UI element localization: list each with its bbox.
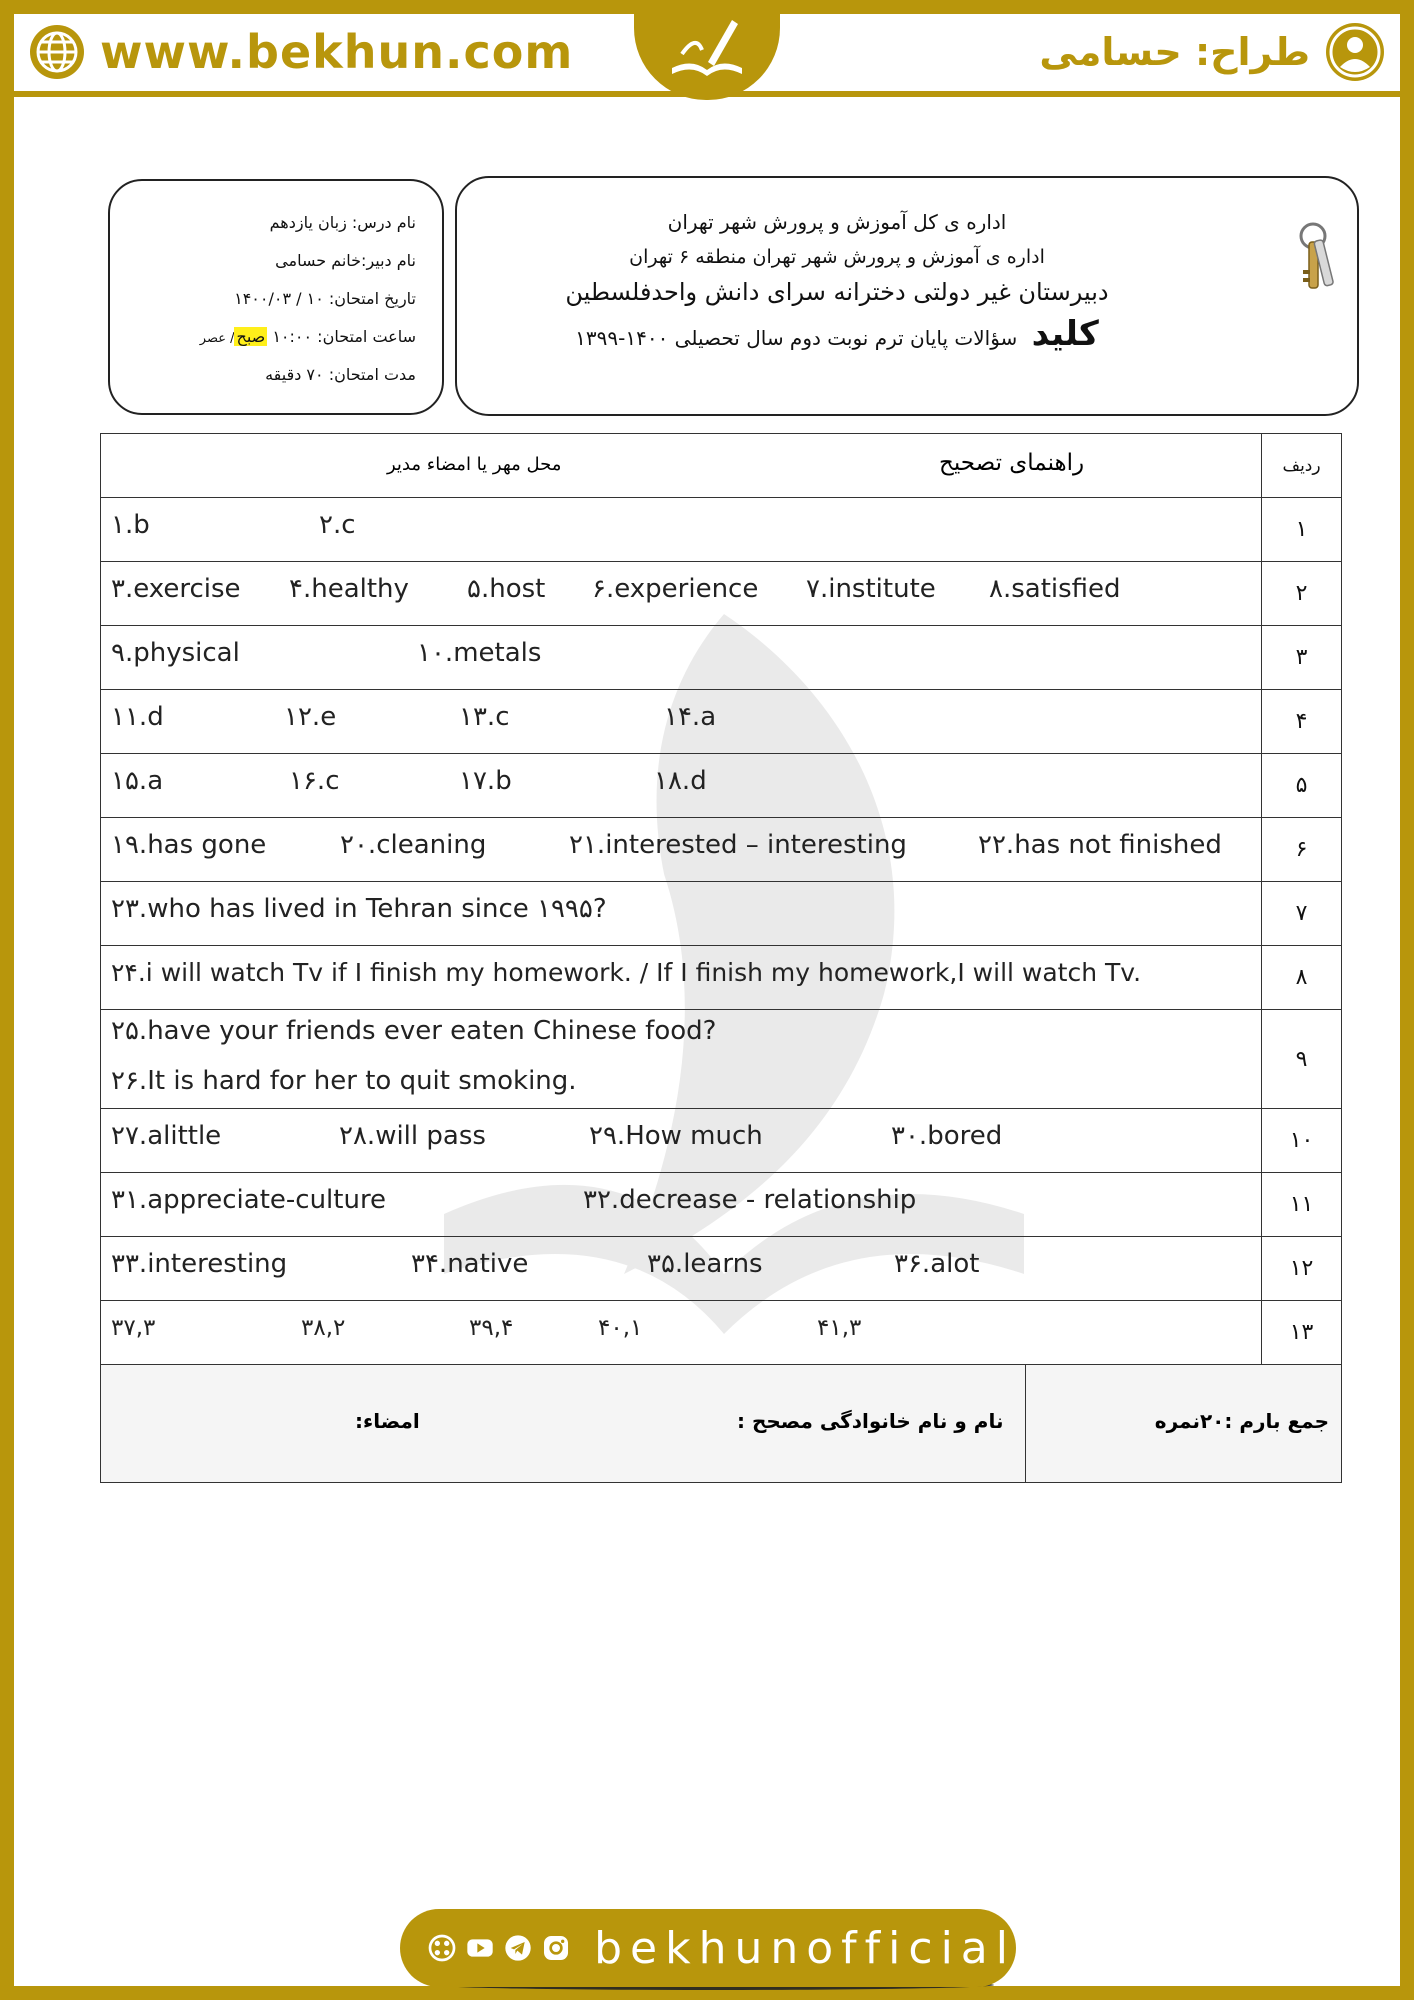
answer: ۱.b [111, 510, 150, 540]
bekhun-logo [634, 0, 780, 100]
answer: ۶.experience [592, 574, 759, 604]
website-link[interactable] [28, 20, 573, 84]
table-row [101, 690, 1341, 754]
row-number: ۳ [1295, 645, 1308, 670]
keys-icon [1293, 222, 1347, 296]
exam-info-box [108, 179, 444, 415]
page [14, 14, 1400, 1986]
table-row [101, 626, 1341, 690]
answer: ۲۲.has not finished [978, 830, 1222, 860]
answer: ۳۲.decrease - relationship [583, 1185, 917, 1215]
table-row [101, 882, 1341, 946]
answer: ۲۶.It is hard for her to quit smoking. [111, 1066, 577, 1096]
social-bar [400, 1909, 1016, 1987]
answer: ۸.satisfied [989, 574, 1121, 604]
key-word: کلید [1031, 314, 1099, 354]
row-number: ۱۰ [1289, 1128, 1314, 1153]
row-header: ردیف [1282, 455, 1321, 476]
answer: ۳۳.interesting [111, 1249, 288, 1279]
teacher-name: نام دبیر:خانم حسامی [275, 251, 416, 270]
designer-label [1039, 20, 1386, 84]
answer: ۲۸.will pass [339, 1121, 486, 1151]
course-name: نام درس: زبان یازدهم [269, 213, 416, 232]
designer-name: طراح: حسامی [1039, 30, 1310, 74]
answer: ۴.healthy [289, 574, 409, 604]
answer: ۹.physical [111, 638, 240, 668]
answer: ۲۳.who has lived in Tehran since ۱۹۹۵? [111, 894, 607, 924]
answer: ۱۷.b [459, 766, 512, 796]
exam-title-line [457, 314, 1217, 354]
answer: ۴۰,۱ [598, 1315, 643, 1341]
answer: ۴۱,۳ [817, 1315, 862, 1341]
table-row [101, 1237, 1341, 1301]
school-name: دبیرستان غیر دولتی دخترانه سرای دانش واحدفلسطین [565, 278, 1109, 306]
header-line-2: اداره ی آموزش و پرورش شهر تهران منطقه ۶ تهران [629, 246, 1045, 268]
answer: ۳۹,۴ [469, 1315, 514, 1341]
corrector-label: نام و نام خانوادگی مصحح : [737, 1409, 1004, 1433]
answer: ۲.c [319, 510, 356, 540]
exam-time-morning: صبح [236, 327, 266, 346]
exam-title: سؤالات پایان ترم نوبت دوم سال تحصیلی ۱۴۰۰-۱۳۹۹ [575, 326, 1018, 350]
row-number: ۷ [1295, 901, 1308, 926]
website-url[interactable]: www.bekhun.com [100, 25, 574, 79]
answer: ۵.host [467, 574, 546, 604]
table-row [101, 562, 1341, 626]
row-number: ۱ [1295, 517, 1308, 542]
row-number: ۴ [1295, 709, 1308, 734]
answer: ۳۰.bored [891, 1121, 1003, 1151]
school-header-box [455, 176, 1359, 416]
row-number: ۶ [1295, 837, 1308, 862]
exam-time [200, 327, 416, 346]
answer: ۲۴.i will watch Tv if I finish my homework. / If I finish my homework,I will watch Tv. [111, 958, 1142, 987]
table-row [101, 818, 1341, 882]
header-line-1: اداره ی کل آموزش و پرورش شهر تهران [667, 210, 1007, 234]
row-number: ۹ [1295, 1046, 1308, 1072]
signature-label: امضاء: [355, 1409, 420, 1433]
answer: ۱۴.a [664, 702, 717, 732]
answer: ۱۶.c [289, 766, 340, 796]
table-row [101, 1010, 1341, 1109]
answer: ۳.exercise [111, 574, 241, 604]
row-number: ۱۳ [1289, 1320, 1314, 1345]
answer: ۲۱.interested – interesting [569, 830, 907, 860]
guide-header: راهنمای تصحیح [939, 450, 1085, 476]
answer: ۳۶.alot [894, 1249, 980, 1279]
answer: ۳۵.learns [647, 1249, 763, 1279]
answer: ۱۰.metals [417, 638, 542, 668]
table-row [101, 754, 1341, 818]
globe-icon [28, 23, 86, 81]
answer: ۱۲.e [284, 702, 337, 732]
row-number: ۸ [1295, 965, 1308, 990]
table-header [101, 434, 1341, 498]
row-number: ۱۱ [1289, 1192, 1314, 1217]
answer: ۷.institute [806, 574, 936, 604]
answer: ۲۷.alittle [111, 1121, 222, 1151]
exam-time-value: ساعت امتحان: ۱۰:۰۰ [272, 327, 416, 346]
table-row [101, 1301, 1341, 1365]
table-row [101, 498, 1341, 562]
answer: ۳۷,۳ [111, 1315, 156, 1341]
telegram-icon[interactable] [504, 1927, 532, 1969]
table-row [101, 1109, 1341, 1173]
user-icon [1324, 21, 1386, 83]
table-row [101, 1173, 1341, 1237]
answer: ۱۳.c [459, 702, 510, 732]
total-score: جمع بارم :۲۰نمره [1154, 1409, 1329, 1433]
answer: ۲۹.How much [589, 1121, 763, 1151]
answer: ۳۸,۲ [301, 1315, 346, 1341]
answer-key-table [100, 433, 1342, 1483]
book-pen-icon [662, 10, 752, 90]
aparat-icon[interactable] [428, 1927, 456, 1969]
row-number: ۲ [1295, 581, 1308, 606]
answer: ۱۹.has gone [111, 830, 267, 860]
instagram-icon[interactable] [542, 1927, 570, 1969]
table-row [101, 946, 1341, 1010]
exam-date: تاریخ امتحان: ۱۰ / ۱۴۰۰/۰۳ [234, 289, 416, 308]
answer: ۱۱.d [111, 702, 164, 732]
answer: ۲۰.cleaning [340, 830, 487, 860]
row-number: ۵ [1295, 773, 1308, 798]
row-number: ۱۲ [1289, 1256, 1314, 1281]
youtube-icon[interactable] [466, 1927, 494, 1969]
stamp-header: محل مهر یا امضاء مدیر [387, 454, 562, 475]
table-footer [101, 1365, 1341, 1482]
answer: ۳۱.appreciate-culture [111, 1185, 387, 1215]
answer: ۱۸.d [654, 766, 707, 796]
answer: ۲۵.have your friends ever eaten Chinese food? [111, 1016, 717, 1046]
top-bar [14, 14, 1400, 97]
answer: ۱۵.a [111, 766, 164, 796]
exam-time-evening: / عصر [199, 331, 235, 346]
header-main-cell [101, 434, 1262, 497]
answer: ۳۴.native [411, 1249, 529, 1279]
exam-duration: مدت امتحان: ۷۰ دقیقه [265, 365, 416, 384]
social-handle[interactable]: bekhunofficial [594, 1922, 1016, 1974]
